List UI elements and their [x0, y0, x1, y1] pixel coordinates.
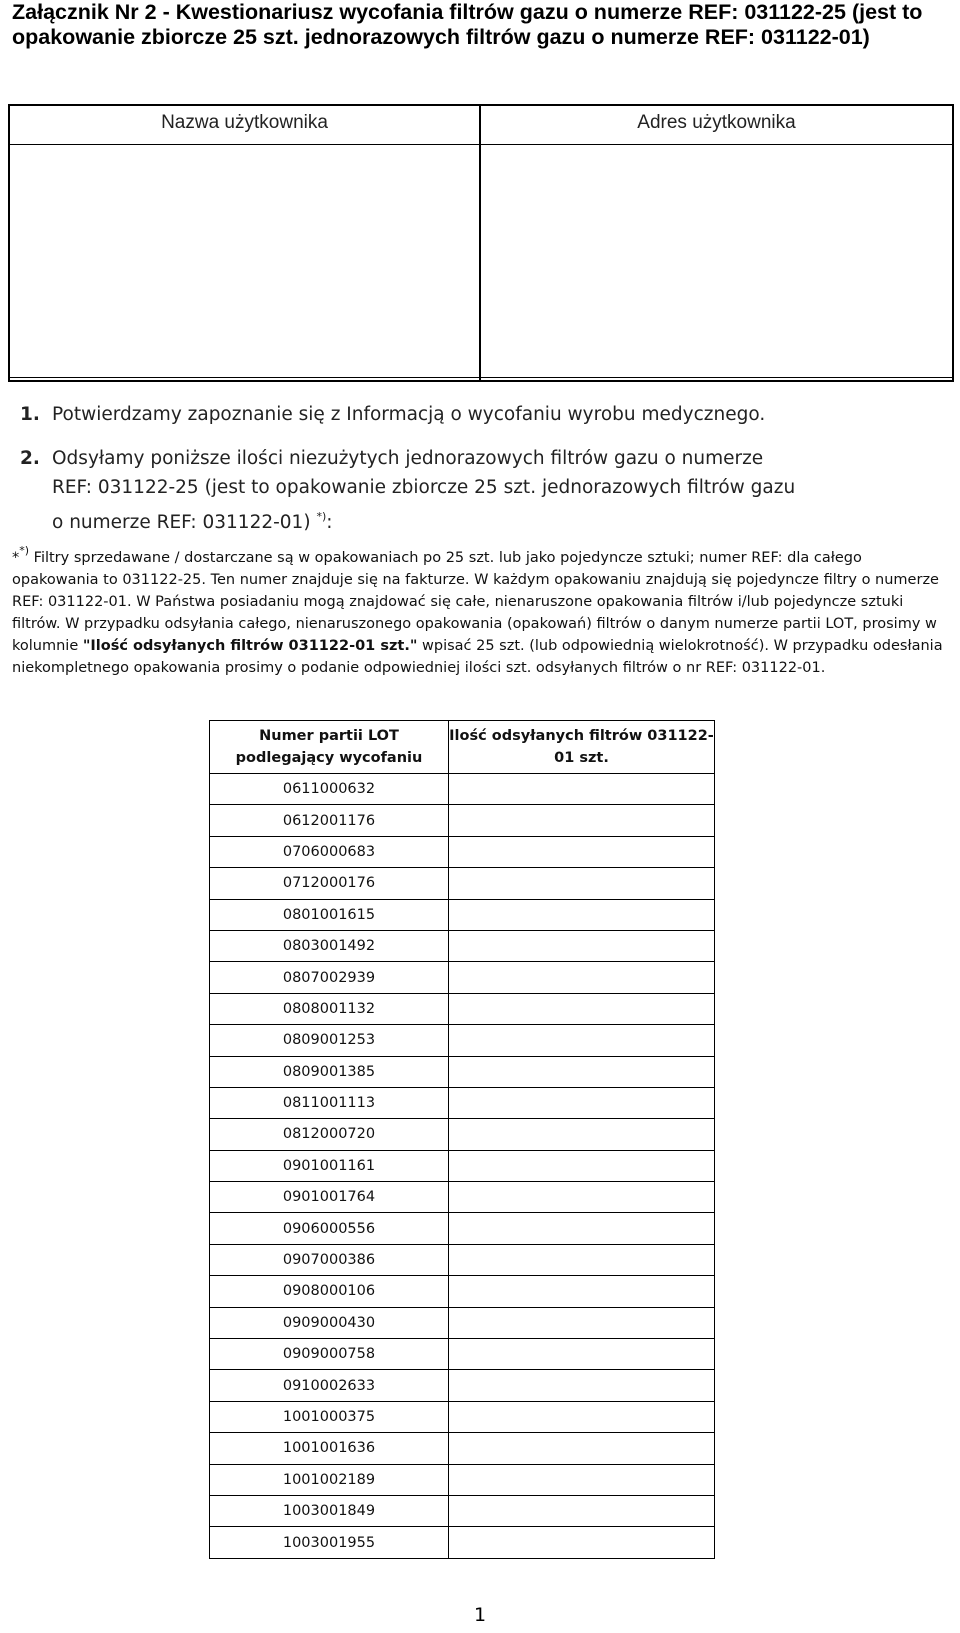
lot-number-cell: 0909000430 — [210, 1307, 449, 1338]
table-row — [210, 836, 715, 867]
table-row — [210, 993, 715, 1024]
table-row — [210, 930, 715, 961]
quantity-cell[interactable] — [449, 1150, 715, 1181]
quantity-cell[interactable] — [449, 1464, 715, 1495]
quantity-cell[interactable] — [449, 774, 715, 805]
table-row — [210, 1370, 715, 1401]
table-row — [210, 1244, 715, 1275]
table-row — [210, 1464, 715, 1495]
item-text-line: o numerze REF: 031122-01) — [52, 512, 311, 533]
table-row — [210, 962, 715, 993]
table-row — [210, 1339, 715, 1370]
lot-number-cell: 0809001253 — [210, 1025, 449, 1056]
table-row — [210, 774, 715, 805]
footnote-text: Filtry sprzedawane / dostarczane są w opakowaniach po 25 szt. lub jako pojedyncze sztuki; numer REF: dla całego opakowania to 031122-25. Ten numer znajduje się na fakturze. W każdym opakowaniu znajdują się pojedyncze filtry o numerze REF: 031122-01. W Państwa posiadaniu mogą znajdować się całe, nienaruszone opakowania filtrów i/lub pojedyncze sztuki filtrów. W przypadku odsyłania całego, nienaruszonego opakowania (opakowań) filtrów o danym numerze partii LOT, prosimy w kolumnie — [12, 550, 939, 654]
item-text-line: Odsyłamy poniższe ilości niezużytych jednorazowych filtrów gazu o numerze — [52, 448, 764, 469]
footnote-bold-text: "Ilość odsyłanych filtrów 031122-01 szt." — [82, 638, 418, 654]
item-text-line: REF: 031122-25 (jest to opakowanie zbiorcze 25 szt. jednorazowych filtrów gazu — [52, 477, 796, 498]
table-row — [210, 1401, 715, 1432]
lot-number-cell: 0712000176 — [210, 868, 449, 899]
table-row — [210, 1025, 715, 1056]
table-row — [210, 1433, 715, 1464]
document-title: Załącznik Nr 2 - Kwestionariusz wycofania filtrów gazu o numerze REF: 031122-25 (jest to opakowanie zbiorcze 25 szt. jednorazowych filtrów gazu o numerze REF: 031122-01) — [12, 0, 923, 49]
table-row — [210, 1527, 715, 1558]
lot-number-cell: 1001001636 — [210, 1433, 449, 1464]
table-row — [210, 1087, 715, 1118]
lot-number-cell: 0809001385 — [210, 1056, 449, 1087]
footnote-marker: **) — [12, 544, 30, 566]
lot-number-cell: 0706000683 — [210, 836, 449, 867]
quantity-cell[interactable] — [449, 836, 715, 867]
user-address-field[interactable] — [486, 148, 946, 374]
lot-number-cell: 0901001764 — [210, 1182, 449, 1213]
quantity-cell[interactable] — [449, 1025, 715, 1056]
quantity-cell[interactable] — [449, 1244, 715, 1275]
item-number: 2. — [20, 448, 40, 469]
lot-number-cell: 0812000720 — [210, 1119, 449, 1150]
table-row — [210, 1056, 715, 1087]
quantity-cell[interactable] — [449, 1307, 715, 1338]
table-row — [210, 1276, 715, 1307]
table-row — [210, 1119, 715, 1150]
return-item — [20, 444, 795, 537]
user-address-header: Adres użytkownika — [637, 112, 796, 133]
lot-number-cell: 1003001849 — [210, 1495, 449, 1526]
lot-number-header: Numer partii LOT podlegający wycofaniu — [210, 721, 449, 774]
quantity-cell[interactable] — [449, 1276, 715, 1307]
page-number: 1 — [473, 1604, 487, 1626]
lot-number-cell: 0612001176 — [210, 805, 449, 836]
confirmation-item — [20, 400, 765, 429]
table-row — [210, 868, 715, 899]
lot-number-cell: 0901001161 — [210, 1150, 449, 1181]
lot-number-cell: 1001002189 — [210, 1464, 449, 1495]
lot-number-cell: 0801001615 — [210, 899, 449, 930]
table-row — [210, 1213, 715, 1244]
lot-number-cell: 1001000375 — [210, 1401, 449, 1432]
item-text: Potwierdzamy zapoznanie się z Informacją o wycofaniu wyrobu medycznego. — [52, 404, 766, 425]
table-row — [210, 1307, 715, 1338]
quantity-cell[interactable] — [449, 930, 715, 961]
lot-number-cell: 0906000556 — [210, 1213, 449, 1244]
lot-number-cell: 1003001955 — [210, 1527, 449, 1558]
table-row — [210, 1150, 715, 1181]
item-number: 1. — [20, 404, 40, 425]
table-row — [210, 1182, 715, 1213]
header-divider — [10, 144, 952, 145]
footnote-marker: *) — [316, 510, 327, 523]
footnote — [12, 540, 952, 679]
user-name-header: Nazwa użytkownika — [161, 112, 328, 133]
item-suffix: : — [326, 512, 333, 533]
user-info-table — [8, 104, 954, 382]
lot-number-cell: 0808001132 — [210, 993, 449, 1024]
table-bottom-rule — [10, 377, 952, 378]
lot-number-cell: 0908000106 — [210, 1276, 449, 1307]
quantity-cell[interactable] — [449, 1433, 715, 1464]
quantity-header: Ilość odsyłanych filtrów 031122-01 szt. — [449, 721, 715, 774]
lot-number-cell: 0909000758 — [210, 1339, 449, 1370]
quantity-cell[interactable] — [449, 1527, 715, 1558]
lot-number-cell: 0811001113 — [210, 1087, 449, 1118]
quantity-cell[interactable] — [449, 1495, 715, 1526]
quantity-cell[interactable] — [449, 1182, 715, 1213]
quantity-cell[interactable] — [449, 1056, 715, 1087]
table-row — [210, 805, 715, 836]
quantity-cell[interactable] — [449, 1339, 715, 1370]
quantity-cell[interactable] — [449, 993, 715, 1024]
lot-number-cell: 0803001492 — [210, 930, 449, 961]
column-divider — [479, 106, 481, 380]
lot-table — [209, 720, 715, 1559]
quantity-cell[interactable] — [449, 899, 715, 930]
quantity-cell[interactable] — [449, 805, 715, 836]
footnote-text: wpisać 25 szt. (lub odpowiednią wielokrotność). W przypadku odesłania niekompletnego opakowania prosimy o podanie odpowiedniej ilości szt. odsyłanych filtrów o nr REF: 031122-01. — [12, 638, 943, 676]
quantity-cell[interactable] — [449, 1213, 715, 1244]
quantity-cell[interactable] — [449, 1370, 715, 1401]
user-name-field[interactable] — [14, 148, 474, 374]
lot-number-cell: 0910002633 — [210, 1370, 449, 1401]
quantity-cell[interactable] — [449, 1087, 715, 1118]
quantity-cell[interactable] — [449, 1119, 715, 1150]
table-row — [210, 1495, 715, 1526]
quantity-cell[interactable] — [449, 1401, 715, 1432]
table-row — [210, 899, 715, 930]
lot-number-cell: 0807002939 — [210, 962, 449, 993]
quantity-cell[interactable] — [449, 868, 715, 899]
lot-number-cell: 0907000386 — [210, 1244, 449, 1275]
lot-number-cell: 0611000632 — [210, 774, 449, 805]
quantity-cell[interactable] — [449, 962, 715, 993]
